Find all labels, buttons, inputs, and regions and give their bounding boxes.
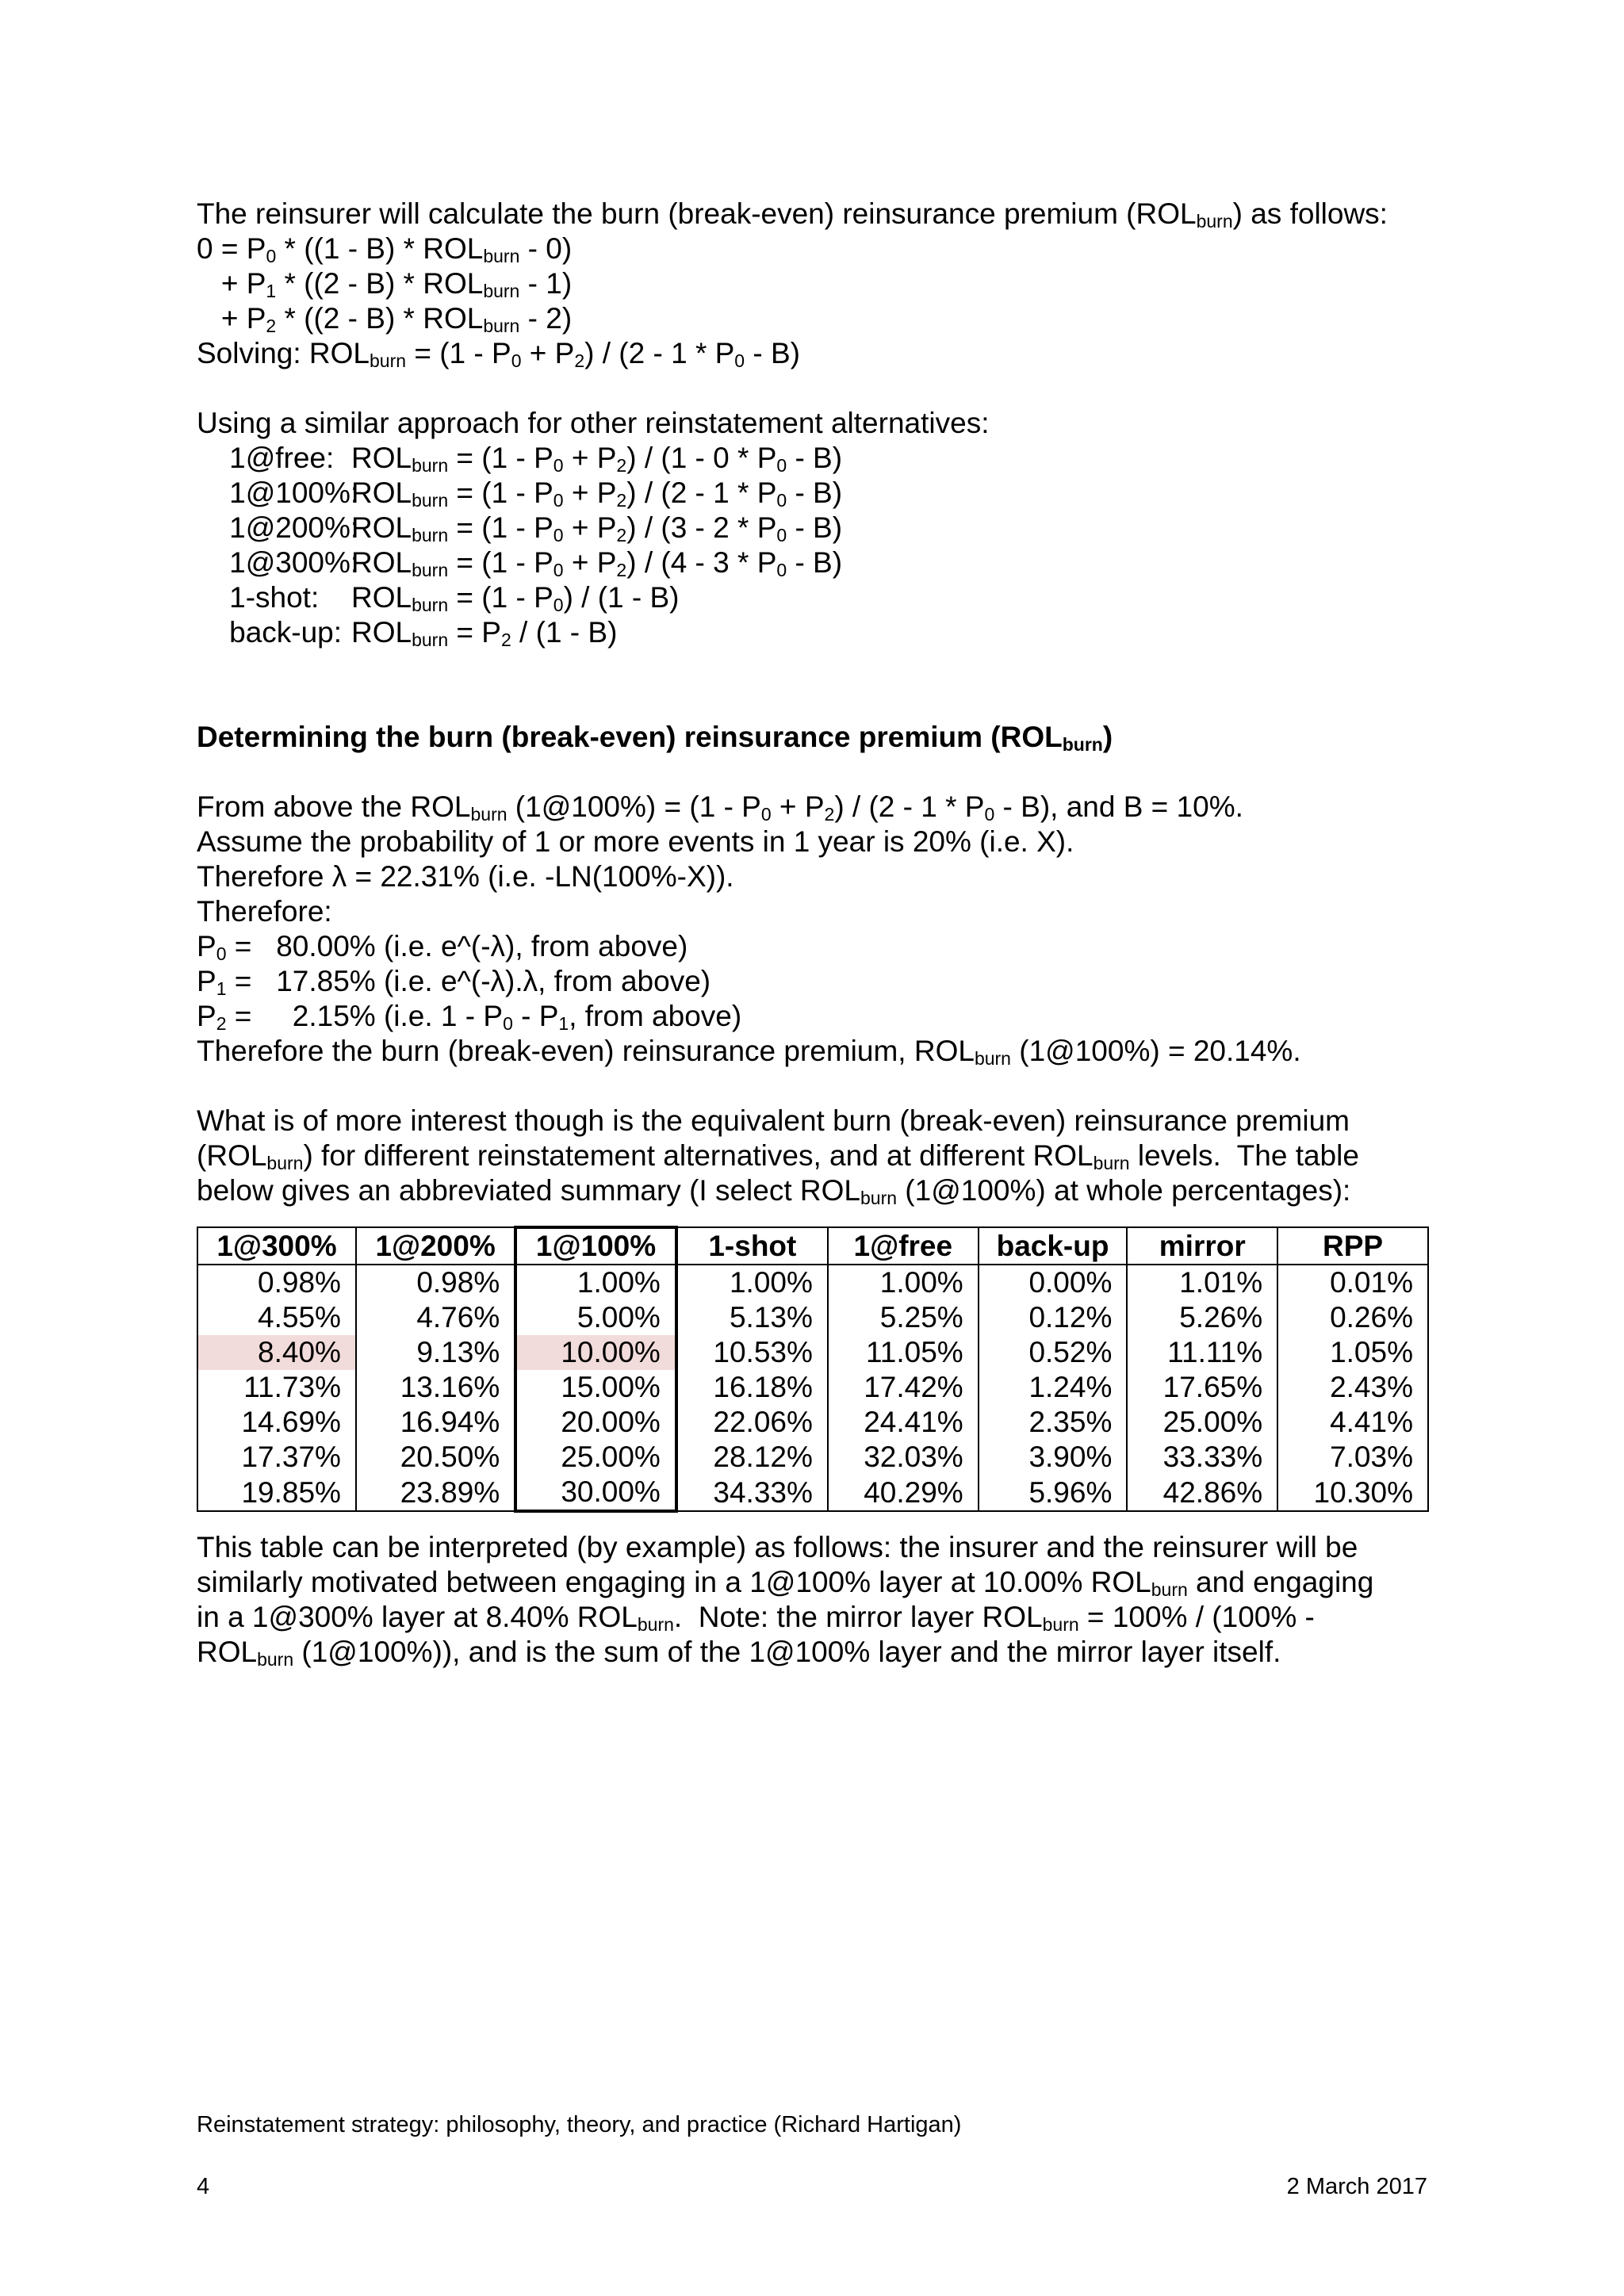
table-cell: 11.11% (1127, 1335, 1277, 1370)
table-cell: 28.12% (676, 1440, 828, 1475)
table-cell: 11.05% (828, 1335, 979, 1370)
p0-line: $P_0 = 80.00\%$ (i.e. e^(-λ), from above) (197, 930, 688, 964)
table-cell: 3.90% (979, 1440, 1128, 1475)
rol-burn-table (197, 1226, 1429, 1513)
alternative-row (197, 511, 1434, 545)
table-cell: 10.30% (1277, 1475, 1428, 1511)
table-cell: 1.24% (979, 1370, 1128, 1405)
closing-line: similarly motivated between engaging in a 1@100% layer at 10.00% $ROL_{burn}$ and engaging (197, 1566, 1374, 1600)
result-line: Therefore the burn (break-even) reinsurance premium, $ROL_{burn}$ (1@100%) = 20.14%. (197, 1035, 1301, 1069)
table-cell: 25.00% (1127, 1405, 1277, 1440)
alternative-row (197, 441, 1434, 476)
lambda-line: Therefore λ = 22.31% (i.e. -LN(100%-X)). (197, 860, 734, 893)
interest-line: below gives an abbreviated summary (I select $ROL_{burn}$ (1@100%) at whole percentages): (197, 1174, 1351, 1208)
table-cell: 25.00% (515, 1440, 676, 1475)
table-cell: 9.13% (356, 1335, 515, 1370)
closing-line: This table can be interpreted (by example) as follows: the insurer and the reinsurer will be (197, 1531, 1358, 1563)
table-cell: 15.00% (515, 1370, 676, 1405)
table-cell: 16.94% (356, 1405, 515, 1440)
alternative-label: back-up: (197, 616, 343, 649)
table-cell: 10.53% (676, 1335, 828, 1370)
alternative-formula: $ROL_{burn} = P_2 / (1 - B)$ (351, 616, 618, 650)
table-row (197, 1300, 1428, 1335)
document-body (197, 197, 1434, 1670)
table-cell: 1.00% (515, 1265, 676, 1300)
equation-line: + $P_2 * ((2 - B) * ROL_{burn} - 2)$ (197, 302, 573, 336)
table-cell: 0.26% (1277, 1300, 1428, 1335)
alternative-label: 1@100%: (197, 476, 359, 509)
table-cell: 32.03% (828, 1440, 979, 1475)
alternative-label: 1@free: (197, 442, 335, 474)
alternative-row (197, 615, 1434, 650)
equation-line: + $P_1 * ((2 - B) * ROL_{burn} - 1)$ (197, 267, 573, 301)
footer-title: Reinstatement strategy: philosophy, theory, and practice (Richard Hartigan) (197, 2112, 962, 2137)
table-cell: 0.12% (979, 1300, 1128, 1335)
alternative-row (197, 545, 1434, 580)
table-row (197, 1265, 1428, 1300)
intro-lead: The reinsurer will calculate the burn (break-even) reinsurance premium $(ROL_{burn})$ as follows: (197, 197, 1388, 232)
table-cell: 20.00% (515, 1405, 676, 1440)
assumption-line: Assume the probability of 1 or more events in 1 year is 20% (i.e. X). (197, 825, 1074, 858)
table-cell: 23.89% (356, 1475, 515, 1511)
formula-line: From above the $ROL_{burn}$ (1@100%) = $(1 - P_0 + P_2) / (2 - 1 * P_0 - B)$, and B = 10%. (197, 790, 1243, 825)
interest-line: What is of more interest though is the equivalent burn (break-even) reinsurance premium (197, 1104, 1350, 1137)
table-cell: 5.25% (828, 1300, 979, 1335)
table-cell: 16.18% (676, 1370, 828, 1405)
table-cell: 24.41% (828, 1405, 979, 1440)
table-cell: 5.26% (1127, 1300, 1277, 1335)
alternative-row (197, 580, 1434, 615)
table-cell: 22.06% (676, 1405, 828, 1440)
page-number: 4 (197, 2174, 210, 2199)
closing-line: $ROL_{burn}$ (1@100%)), and is the sum of the 1@100% layer and the mirror layer itself. (197, 1636, 1281, 1670)
table-cell: 10.00% (515, 1335, 676, 1370)
table-cell: 17.37% (197, 1440, 356, 1475)
table-cell: 14.69% (197, 1405, 356, 1440)
table-cell: 17.65% (1127, 1370, 1277, 1405)
alternative-formula: $ROL_{burn} = (1 - P_0) / (1 - B)$ (351, 581, 680, 615)
alternative-formula: $ROL_{burn} = (1 - P_0 + P_2) / (3 - 2 * P_0 - B)$ (351, 511, 843, 545)
table-header: 1-shot (676, 1227, 828, 1265)
closing-line: in a 1@300% layer at 8.40% $ROL_{burn}$. Note: the mirror layer $ROL_{burn} = 100\% / (100\%$ - (197, 1601, 1315, 1635)
alternative-formula: $ROL_{burn} = (1 - P_0 + P_2) / (2 - 1 * P_0 - B)$ (351, 476, 843, 511)
table-cell: 5.96% (979, 1475, 1128, 1511)
table-cell: 4.76% (356, 1300, 515, 1335)
table-header: 1@free (828, 1227, 979, 1265)
table-cell: 1.00% (676, 1265, 828, 1300)
table-row (197, 1370, 1428, 1405)
table-cell: 0.98% (356, 1265, 515, 1300)
alternative-formula: $ROL_{burn} = (1 - P_0 + P_2) / (4 - 3 * P_0 - B)$ (351, 546, 843, 580)
therefore-line: Therefore: (197, 895, 332, 928)
interest-line: $(ROL_{burn})$ for different reinstatement alternatives, and at different $ROL_{burn}$ levels. The table (197, 1139, 1359, 1173)
table-row (197, 1475, 1428, 1511)
page-date: 2 March 2017 (1286, 2174, 1427, 2199)
table-header: back-up (979, 1227, 1128, 1265)
equation-line: $0 = P_0 * ((1 - B) * ROL_{burn} - 0)$ (197, 232, 573, 266)
table-header: 1@200% (356, 1227, 515, 1265)
table-header: RPP (1277, 1227, 1428, 1265)
table-row (197, 1405, 1428, 1440)
table-cell: 4.41% (1277, 1405, 1428, 1440)
table-cell: 1.01% (1127, 1265, 1277, 1300)
table-cell: 19.85% (197, 1475, 356, 1511)
p2-line: $P_2$ = 2.15% (i.e. $1 - P_0 - P_1$, from above) (197, 1000, 742, 1034)
table-cell: 40.29% (828, 1475, 979, 1511)
table-cell: 0.98% (197, 1265, 356, 1300)
table-header: 1@100% (515, 1227, 676, 1265)
alternative-formula: $ROL_{burn} = (1 - P_0 + P_2) / (1 - 0 * P_0 - B)$ (351, 442, 843, 476)
table-cell: 30.00% (515, 1475, 676, 1511)
alternatives-lead: Using a similar approach for other reinstatement alternatives: (197, 407, 990, 439)
table-cell: 11.73% (197, 1370, 356, 1405)
table-cell: 0.01% (1277, 1265, 1428, 1300)
table-cell: 33.33% (1127, 1440, 1277, 1475)
table-cell: 1.00% (828, 1265, 979, 1300)
table-cell: 7.03% (1277, 1440, 1428, 1475)
table-cell: 20.50% (356, 1440, 515, 1475)
table-header: mirror (1127, 1227, 1277, 1265)
alternative-label: 1-shot: (197, 581, 320, 614)
table-cell: 4.55% (197, 1300, 356, 1335)
section-heading: Determining the burn (break-even) reinsurance premium $(ROL_{burn})$ (197, 721, 1113, 755)
table-cell: 8.40% (197, 1335, 356, 1370)
alternatives-list (197, 441, 1434, 650)
table-cell: 5.00% (515, 1300, 676, 1335)
alternative-label: 1@300%: (197, 546, 359, 579)
table-cell: 42.86% (1127, 1475, 1277, 1511)
table-cell: 17.42% (828, 1370, 979, 1405)
table-row (197, 1440, 1428, 1475)
p1-line: $P_1 = 17.85\%$ (i.e. e^(-λ).λ, from above) (197, 965, 711, 999)
table-header: 1@300% (197, 1227, 356, 1265)
table-cell: 0.52% (979, 1335, 1128, 1370)
table-cell: 2.35% (979, 1405, 1128, 1440)
table-cell: 1.05% (1277, 1335, 1428, 1370)
table-cell: 0.00% (979, 1265, 1128, 1300)
alternative-label: 1@200%: (197, 511, 359, 544)
table-row (197, 1335, 1428, 1370)
table-cell: 5.13% (676, 1300, 828, 1335)
solving-line: Solving: $ROL_{burn} = (1 - P_0 + P_2) / (2 - 1 * P_0 - B)$ (197, 337, 800, 371)
alternative-row (197, 476, 1434, 511)
table-cell: 2.43% (1277, 1370, 1428, 1405)
table-cell: 34.33% (676, 1475, 828, 1511)
table-cell: 13.16% (356, 1370, 515, 1405)
